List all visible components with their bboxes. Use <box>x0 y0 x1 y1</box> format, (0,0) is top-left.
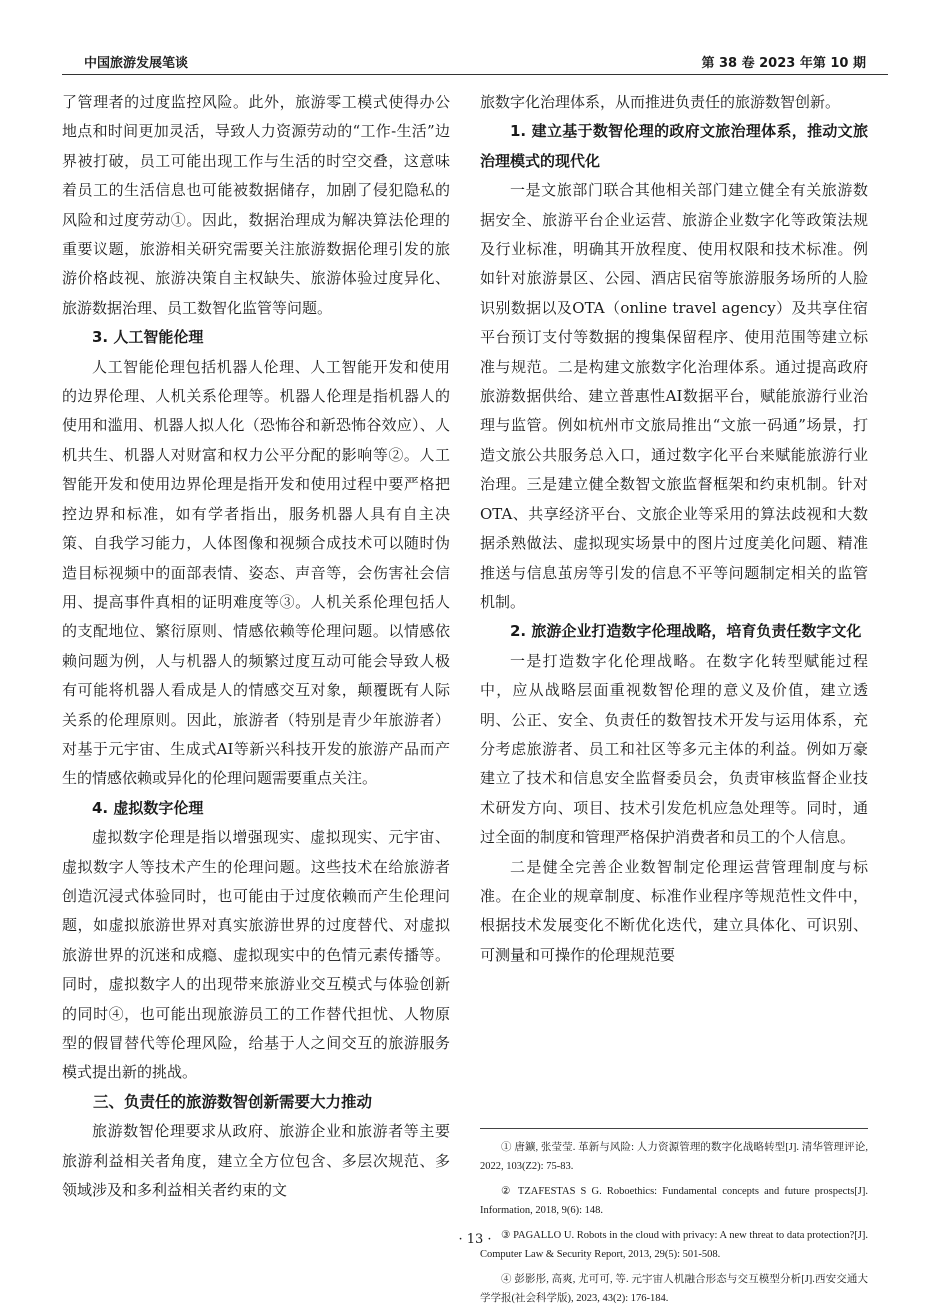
footnote-4: ④ 彭影彤, 高爽, 尤可可, 等. 元宇宙人机融合形态与交互模型分析[J].西安交通大学学报(社会科学版), 2023, 43(2): 176-184. <box>480 1274 868 1304</box>
subheading-virtual-ethics: 4. 虚拟数字伦理 <box>92 798 204 817</box>
left-column <box>62 88 450 1205</box>
paragraph-virtual-ethics: 虚拟数字伦理是指以增强现实、虚拟现实、元宇宙、虚拟数字人等技术产生的伦理问题。这些技术在给旅游者创造沉浸式体验同时，也可能由于过度依赖而产生伦理问题，如虚拟旅游世界对真实旅游世界的过度替代、对虚拟旅游世界的沉迷和成瘾、虚拟现实中的色情元素传播等。同时，虚拟数字人的出现带来旅游业交互模式与体验创新的同时④，也可能出现旅游员工的工作替代担忧、人物原型的假冒替代等伦理风险，给基于人之间交互的旅游服务模式提出新的挑战。 <box>62 828 450 1082</box>
paragraph-ai-ethics: 人工智能伦理包括机器人伦理、人工智能开发和使用的边界伦理、人机关系伦理等。机器人伦理是指机器人的使用和滥用、机器人拟人化（恐怖谷和新恐怖谷效应）、人机共生、机器人对财富和权力公平分配的影响等②。人工智能开发和使用边界伦理是指开发和使用过程中要严格把控边界和标准，如有学者指出，服务机器人具有自主决策、自我学习能力，人体图像和视频合成技术可以随时伪造目标视频中的面部表情、姿态、声音等，会伤害社会信用、提高事件真相的证明难度等③。人机关系伦理包括人的支配地位、繁衍原则、情感依赖等伦理问题。以情感依赖问题为例，人与机器人的频繁过度互动可能会导致人极有可能将机器人看成是人的情感交互对象，颠覆既有人际关系的伦理原则。因此，旅游者（特别是青少年旅游者）对基于元宇宙、生成式AI等新兴科技开发的旅游产品而产生的情感依赖或异化的伦理问题需要重点关注。 <box>62 357 450 788</box>
header-rule <box>62 74 888 75</box>
footnotes <box>480 1138 868 1314</box>
issue-info: 第 38 卷 2023 年第 10 期 <box>701 56 866 71</box>
footnote-2: ② TZAFESTAS S G. Roboethics: Fundamental concepts and future prospects[J]. Information, 2018, 9(6): 148. <box>480 1186 868 1216</box>
paragraph-data-governance: 了管理者的过度监控风险。此外，旅游零工模式使得办公地点和时间更加灵活，导致人力资源劳动的“工作-生活”边界被打破，员工可能出现工作与生活的时空交叠，这意味着员工的生活信息也可能被数据储存，加剧了侵犯隐私的风险和过度劳动①。因此，数据治理成为解决算法伦理的重要议题，旅游相关研究需要关注旅游数据伦理引发的旅游价格歧视、旅游决策自主权缺失、旅游体验过度异化、旅游数据治理、员工数智化监管等问题。 <box>62 93 450 317</box>
running-header <box>62 50 888 72</box>
section-heading-3: 三、负责任的旅游数智创新需要大力推动 <box>93 1092 373 1111</box>
paragraph-enterprise-1: 一是打造数字化伦理战略。在数字化转型赋能过程中，应从战略层面重视数智伦理的意义及价值，建立透明、公正、安全、负责任的数智技术开发与运用体系，充分考虑旅游者、员工和社区等多元主体的利益。例如万豪建立了技术和信息安全监督委员会，负责审核监督企业技术研发方向、项目、技术引发危机应急处理等。同时，通过全面的制度和管理严格保护消费者和员工的个人信息。 <box>480 651 868 847</box>
paragraph-government: 一是文旅部门联合其他相关部门建立健全有关旅游数据安全、旅游平台企业运营、旅游企业数字化等政策法规及行业标准，明确其开放程度、使用权限和技术标准。例如针对旅游景区、公园、酒店民宿等旅游服务场所的人脸识别数据以及OTA（online travel agency）及共享住宿平台预订支付等数据的搜集保留程序、使用范围等建立标准与规范。二是构建文旅数字化治理体系。通过提高政府旅游数据供给、建立普惠性AI数据平台，赋能旅游行业治理与监管。例如杭州市文旅局推出“文旅一码通”场景，打造文旅公共服务总入口，通过数字化平台来赋能旅游行业治理。三是建立健全数智文旅监督框架和约束机制。针对OTA、共享经济平台、文旅企业等采用的算法歧视和大数据杀熟做法、虚拟现实场景中的图片过度美化问题、精准推送与信息茧房等引发的信息不平等问题制定相关的监管机制。 <box>480 181 868 611</box>
paragraph-enterprise-2: 二是健全完善企业数智制定伦理运营管理制度与标准。在企业的规章制度、标准作业程序等规范性文件中，根据技术发展变化不断优化迭代，建立具体化、可识别、可测量和可操作的伦理规范要 <box>480 857 868 964</box>
subheading-ai-ethics: 3. 人工智能伦理 <box>92 328 204 347</box>
footnote-3: ③ PAGALLO U. Robots in the cloud with privacy: A new threat to data protection?[J]. Computer Law & Security Report, 2013, 29(5): 501-508. <box>480 1230 868 1260</box>
subheading-government: 1. 建立基于数智伦理的政府文旅治理体系，推动文旅治理模式的现代化 <box>480 122 868 170</box>
subheading-enterprise: 2. 旅游企业打造数字伦理战略，培育负责任数字文化 <box>510 622 862 641</box>
journal-title: 中国旅游发展笔谈 <box>84 56 189 71</box>
right-column <box>480 88 868 970</box>
footnote-rule <box>480 1128 868 1129</box>
footnote-1: ① 唐鑛, 张莹莹. 革新与风险: 人力资源管理的数字化战略转型[J]. 清华管理评论, 2022, 103(Z2): 75-83. <box>480 1142 868 1172</box>
paragraph-continued: 旅数字化治理体系，从而推进负责任的旅游数智创新。 <box>480 93 841 111</box>
paragraph-section3-intro: 旅游数智伦理要求从政府、旅游企业和旅游者等主要旅游利益相关者角度，建立全方位包含、多层次规范、多领域涉及和多利益相关者约束的文 <box>62 1122 450 1200</box>
page-number: · 13 · <box>458 1232 492 1247</box>
